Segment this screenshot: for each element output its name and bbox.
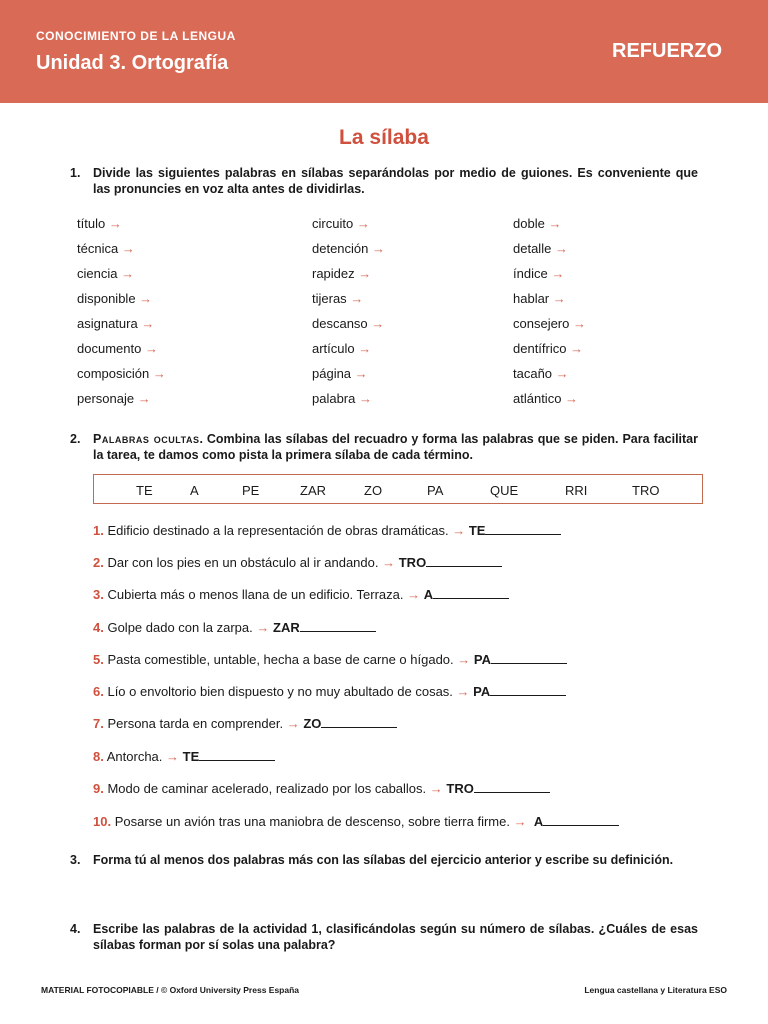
arrow-icon: → [256, 620, 270, 635]
arrow-icon: → [166, 749, 180, 764]
syllable: ZAR [300, 483, 326, 498]
answer-line[interactable] [199, 749, 275, 761]
answer-line[interactable] [426, 555, 502, 567]
word-item: atlántico → [513, 391, 579, 406]
arrow-icon: → [452, 523, 466, 538]
arrow-icon: → [552, 291, 566, 306]
exercise-4-instructions: Escribe las palabras de la actividad 1, clasificándolas según su número de sílabas. ¿Cuáles de esas sílabas forman por sí solas una palabra? [93, 922, 698, 952]
word-item: disponible → [77, 291, 153, 306]
answer-line[interactable] [491, 652, 567, 664]
arrow-icon: → [513, 814, 527, 829]
subject-label: CONOCIMIENTO DE LA LENGUA [36, 29, 236, 43]
arrow-icon: → [141, 316, 155, 331]
arrow-icon: → [108, 216, 122, 231]
word-item: detención → [312, 241, 386, 256]
answer-line[interactable] [433, 587, 509, 599]
exercise-3 [70, 852, 698, 868]
arrow-icon: → [121, 266, 135, 281]
answer-line[interactable] [543, 814, 619, 826]
syllable: TE [136, 483, 153, 498]
answer-line[interactable] [300, 620, 376, 632]
arrow-icon: → [359, 391, 372, 406]
syllable: TRO [632, 483, 660, 498]
arrow-icon: → [358, 341, 372, 356]
arrow-icon: → [565, 391, 579, 406]
arrow-icon: → [548, 216, 562, 231]
arrow-icon: → [555, 366, 569, 381]
word-column-1 [77, 216, 166, 416]
arrow-icon: → [139, 291, 153, 306]
exercise-number: 4. [70, 922, 81, 936]
word-item: índice → [513, 266, 565, 281]
page-header [0, 0, 768, 103]
word-column-2 [312, 216, 385, 416]
syllable: QUE [490, 483, 519, 498]
arrow-icon: → [354, 366, 368, 381]
arrow-icon: → [551, 266, 565, 281]
syllable-box [93, 474, 703, 504]
arrow-icon: → [554, 241, 568, 256]
clue-item: 1. Edificio destinado a la representación de obras dramáticas. → TE [93, 523, 561, 538]
word-item: detalle → [513, 241, 568, 256]
exercise-2-lead: Palabras ocultas [93, 432, 200, 446]
exercise-2-instructions [93, 431, 698, 463]
syllable: PE [242, 483, 260, 498]
word-item: asignatura → [77, 316, 155, 331]
arrow-icon: → [350, 291, 364, 306]
word-item: composición → [77, 366, 166, 381]
footer-copyright: MATERIAL FOTOCOPIABLE / © Oxford University Press España [41, 985, 300, 995]
syllable: A [190, 483, 199, 498]
word-item: rapidez → [312, 266, 372, 281]
word-item: consejero → [513, 316, 586, 331]
clue-item: 5. Pasta comestible, untable, hecha a base de carne o hígado. → PA [93, 652, 567, 667]
arrow-icon: → [286, 716, 300, 731]
arrow-icon: → [429, 781, 443, 796]
level-label: REFUERZO [612, 40, 722, 62]
clue-item: 9. Modo de caminar acelerado, realizado por los caballos. → TRO [93, 781, 550, 796]
word-item: técnica → [77, 241, 135, 256]
arrow-icon: → [152, 366, 166, 381]
clue-item: 4. Golpe dado con la zarpa. → ZAR [93, 620, 376, 635]
arrow-icon: → [121, 241, 135, 256]
arrow-icon: → [372, 241, 386, 256]
syllable: ZO [364, 483, 383, 498]
clue-item: 10. Posarse un avión tras una maniobra de descenso, sobre tierra firme. → A [93, 814, 619, 829]
clue-item: 8. Antorcha. → TE [93, 749, 275, 764]
exercise-1 [70, 165, 698, 197]
exercise-1-instructions: Divide las siguientes palabras en sílabas separándolas por medio de guiones. Es conveniente que las pronuncies en voz alta antes de dividirlas. [93, 166, 698, 196]
word-item: tacaño → [513, 366, 569, 381]
word-item: dentífrico → [513, 341, 584, 356]
arrow-icon: → [570, 341, 584, 356]
arrow-icon: → [356, 216, 370, 231]
unit-title: Unidad 3. Ortografía [36, 52, 229, 74]
syllable: PA [427, 483, 444, 498]
clue-item: 7. Persona tarda en comprender. → ZO [93, 716, 397, 731]
word-item: ciencia → [77, 266, 135, 281]
arrow-icon: → [144, 341, 158, 356]
exercise-4 [70, 921, 698, 953]
arrow-icon: → [137, 391, 151, 406]
word-item: hablar → [513, 291, 566, 306]
clue-item: 6. Lío o envoltorio bien dispuesto y no muy abultado de cosas. → PA [93, 684, 566, 699]
exercise-number: 2. [70, 432, 81, 446]
word-item: palabra → [312, 391, 372, 406]
arrow-icon: → [573, 316, 586, 331]
answer-line[interactable] [474, 781, 550, 793]
word-item: doble → [513, 216, 562, 231]
arrow-icon: → [382, 555, 396, 570]
arrow-icon: → [456, 684, 470, 699]
clue-item: 3. Cubierta más o menos llana de un edificio. Terraza. → A [93, 587, 509, 602]
word-item: página → [312, 366, 368, 381]
word-item: artículo → [312, 341, 372, 356]
arrow-icon: → [407, 587, 421, 602]
word-item: documento → [77, 341, 158, 356]
exercise-number: 1. [70, 166, 81, 180]
word-item: personaje → [77, 391, 151, 406]
answer-line[interactable] [485, 523, 561, 535]
exercise-number: 3. [70, 853, 81, 867]
word-column-3 [513, 216, 586, 416]
word-item: descanso → [312, 316, 385, 331]
footer-course: Lengua castellana y Literatura ESO [584, 985, 727, 995]
answer-line[interactable] [490, 684, 566, 696]
arrow-icon: → [371, 316, 385, 331]
exercise-2-text: . Combina las sílabas del recuadro y forma las palabras que se piden. Para facilitar la tarea, te damos como pista la primera sílaba de cada término. [93, 432, 698, 462]
answer-line[interactable] [321, 716, 397, 728]
word-item: tijeras → [312, 291, 364, 306]
exercise-2 [70, 431, 698, 463]
syllable: RRI [565, 483, 588, 498]
arrow-icon: → [358, 266, 372, 281]
arrow-icon: → [457, 652, 471, 667]
word-item: título → [77, 216, 122, 231]
clue-item: 2. Dar con los pies en un obstáculo al ir andando. → TRO [93, 555, 502, 570]
word-item: circuito → [312, 216, 370, 231]
page-title: La sílaba [339, 126, 429, 149]
exercise-3-instructions: Forma tú al menos dos palabras más con las sílabas del ejercicio anterior y escribe su definición. [93, 853, 674, 867]
